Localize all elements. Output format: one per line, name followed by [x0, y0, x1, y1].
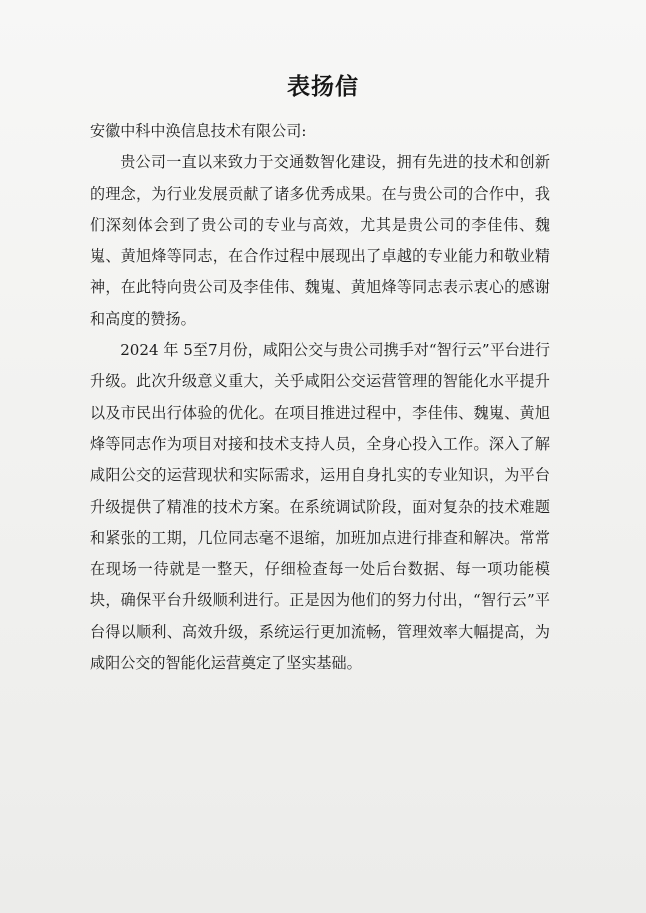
paragraph-1: 贵公司一直以来致力于交通数智化建设，拥有先进的技术和创新的理念，为行业发展贡献了诸多优秀成果。在与贵公司的合作中，我们深刻体会到了贵公司的专业与高效，尤其是贵公司的李佳伟、魏嵬、黄旭烽等同志，在合作过程中展现出了卓越的专业能力和敬业精神，在此特向贵公司及李佳伟、魏嵬、黄旭烽等同志表示衷心的感谢和高度的赞扬。 — [90, 153, 550, 328]
salutation: 安徽中科中涣信息技术有限公司: — [90, 122, 307, 140]
letter-body — [90, 116, 550, 679]
letter-title: 表扬信 — [287, 74, 359, 100]
paragraph-2: 2024 年 5至7月份，咸阳公交与贵公司携手对“智行云”平台进行升级。此次升级意义重大，关乎咸阳公交运营管理的智能化水平提升以及市民出行体验的优化。在项目推进过程中，李佳伟、魏嵬、黄旭烽等同志作为项目对接和技术支持人员，全身心投入工作。深入了解咸阳公交的运营现状和实际需求，运用自身扎实的专业知识，为平台升级提供了精准的技术方案。在系统调试阶段，面对复杂的技术难题和紧张的工期，几位同志毫不退缩，加班加点进行排查和解决。常常在现场一待就是一整天，仔细检查每一处后台数据、每一项功能模块，确保平台升级顺利进行。正是因为他们的努力付出，“智行云”平台得以顺利、高效升级，系统运行更加流畅，管理效率大幅提高，为咸阳公交的智能化运营奠定了坚实基础。 — [90, 341, 550, 673]
